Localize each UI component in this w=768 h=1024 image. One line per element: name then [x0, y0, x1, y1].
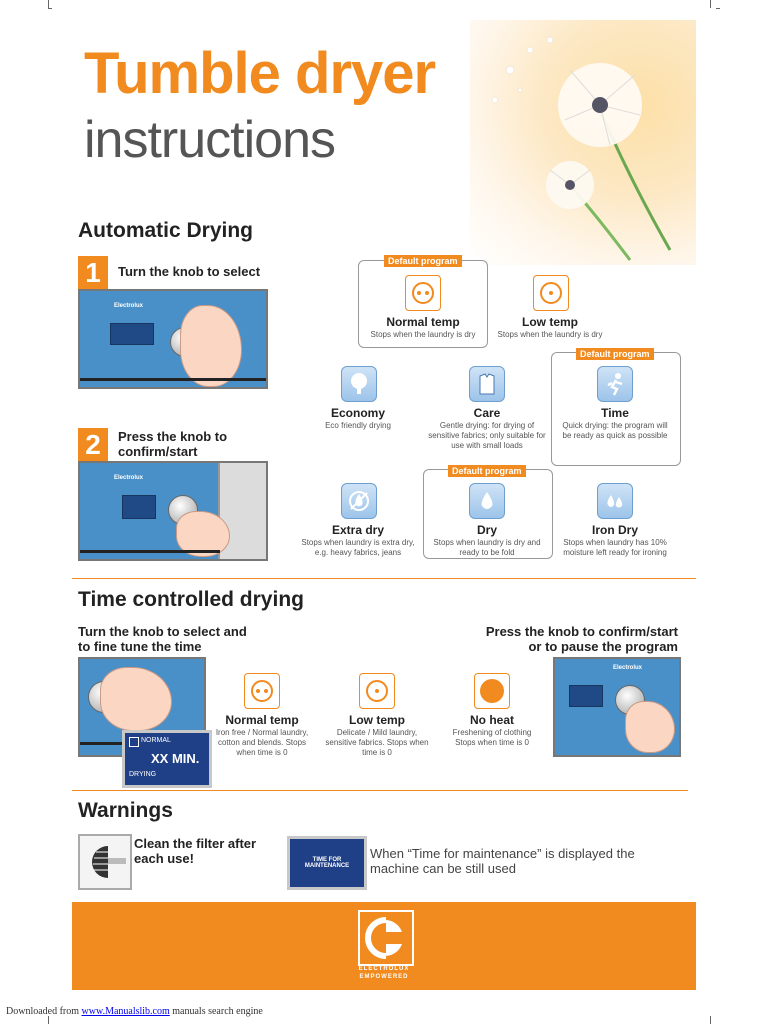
step-2-text: Press the knob to confirm/start — [118, 429, 228, 459]
program-description: Freshening of clothing Stops when time is 0 — [452, 728, 532, 747]
dandelion-image — [470, 20, 696, 265]
crop-mark — [710, 1016, 712, 1024]
panel-display — [569, 685, 603, 707]
display-time: XX MIN. — [151, 751, 200, 766]
default-program-badge: Default program — [384, 255, 462, 267]
program-description: Stops when the laundry is dry — [497, 330, 603, 339]
default-program-badge: Default program — [448, 465, 526, 477]
step-1-text: Turn the knob to select — [118, 264, 261, 279]
maintenance-warning-text: When “Time for maintenance” is displayed the machine can be still used — [370, 846, 635, 876]
program-name: Iron Dry — [591, 523, 638, 537]
low-temp-icon — [359, 673, 395, 709]
dry-drop-icon — [469, 483, 505, 519]
program-description: Delicate / Mild laundry, sensitive fabrics. Stops when time is 0 — [325, 728, 429, 757]
dryer-panel-illustration — [553, 657, 681, 757]
program-description: Gentle drying: for drying of sensitive fabrics; only suitable for use with small loads — [428, 421, 546, 450]
program-description: Stops when laundry has 10% moisture left ready for ironing — [563, 538, 667, 557]
program-description: Quick drying: the program will be ready as quick as possible — [562, 421, 668, 440]
manualslib-link[interactable]: www.Manualslib.com — [81, 1006, 170, 1017]
dryer-panel-illustration — [78, 461, 268, 561]
download-prefix: Downloaded from — [6, 1006, 82, 1017]
section-divider — [72, 578, 696, 579]
program-description: Stops when laundry is dry and ready to be fold — [433, 538, 541, 557]
time-display — [122, 730, 212, 788]
program-name: Low temp — [349, 713, 405, 727]
iron-dry-drops-icon — [597, 483, 633, 519]
program-description: Stops when the laundry is dry — [370, 330, 476, 339]
electrolux-logo: Electrolux — [613, 665, 643, 671]
electrolux-logo: Electrolux — [114, 303, 144, 309]
default-program-badge: Default program — [576, 348, 654, 360]
footer-banner — [72, 902, 696, 990]
program-name: No heat — [469, 713, 514, 727]
dryer-panel-illustration — [78, 289, 268, 389]
hand-icon — [180, 305, 242, 387]
timed-right-instruction: Press the knob to confirm/start or to pause the program — [485, 624, 678, 654]
crop-mark — [48, 1016, 50, 1024]
page-title: Tumble dryer — [84, 41, 436, 106]
program-description: Stops when laundry is extra dry, e.g. heavy fabrics, jeans — [301, 538, 415, 557]
panel-display — [122, 495, 156, 519]
display-state: DRYING — [129, 771, 157, 778]
footer-brand-line2: EMPOWERED — [359, 974, 409, 980]
crop-mark — [40, 0, 49, 8]
section-heading-warnings: Warnings — [78, 799, 173, 822]
crop-mark — [710, 0, 719, 8]
economy-tree-icon — [341, 366, 377, 402]
electrolux-logo: Electrolux — [114, 475, 144, 481]
display-mode: NORMAL — [141, 737, 171, 744]
program-name: Extra dry — [331, 523, 385, 537]
program-description: Eco friendly drying — [325, 421, 391, 430]
program-description: Iron free / Normal laundry, cotton and blends. Stops when time is 0 — [215, 728, 309, 757]
program-name: Time — [601, 406, 629, 420]
timed-left-instruction: Turn the knob to select and to fine tune the time — [78, 624, 247, 654]
crop-mark — [716, 8, 720, 10]
maintenance-display-text: TIME FOR MAINTENANCE — [304, 857, 350, 869]
section-heading-automatic: Automatic Drying — [78, 219, 254, 242]
electrolux-logo-icon — [358, 910, 414, 966]
section-heading-timed: Time controlled drying — [78, 588, 304, 611]
program-name: Care — [473, 406, 501, 420]
panel-display — [110, 323, 154, 345]
program-name: Economy — [330, 406, 385, 420]
program-name: Dry — [476, 523, 497, 537]
program-name: Normal temp — [225, 713, 299, 727]
normal-temp-icon — [405, 275, 441, 311]
maintenance-display — [287, 836, 367, 890]
step-number-2: 2 — [78, 428, 108, 462]
hand-icon — [100, 667, 172, 731]
program-name: Low temp — [522, 315, 578, 329]
filter-warning-text: Clean the filter after each use! — [134, 836, 257, 866]
no-heat-icon — [474, 673, 510, 709]
download-suffix: manuals search engine — [169, 1006, 263, 1017]
hand-icon — [625, 701, 675, 753]
program-name: Normal temp — [386, 315, 460, 329]
footer-brand-line1: ELECTROLUX — [358, 966, 410, 972]
low-temp-icon — [533, 275, 569, 311]
crop-mark — [48, 8, 52, 10]
section-divider — [72, 790, 688, 791]
extra-dry-icon — [341, 483, 377, 519]
care-shirt-icon — [469, 366, 505, 402]
filter-icon — [78, 834, 132, 890]
normal-temp-icon — [244, 673, 280, 709]
download-notice — [6, 1006, 263, 1017]
time-runner-icon — [597, 366, 633, 402]
step-number-1: 1 — [78, 256, 108, 290]
page-subtitle: instructions — [84, 111, 335, 169]
display-icon — [129, 737, 139, 747]
